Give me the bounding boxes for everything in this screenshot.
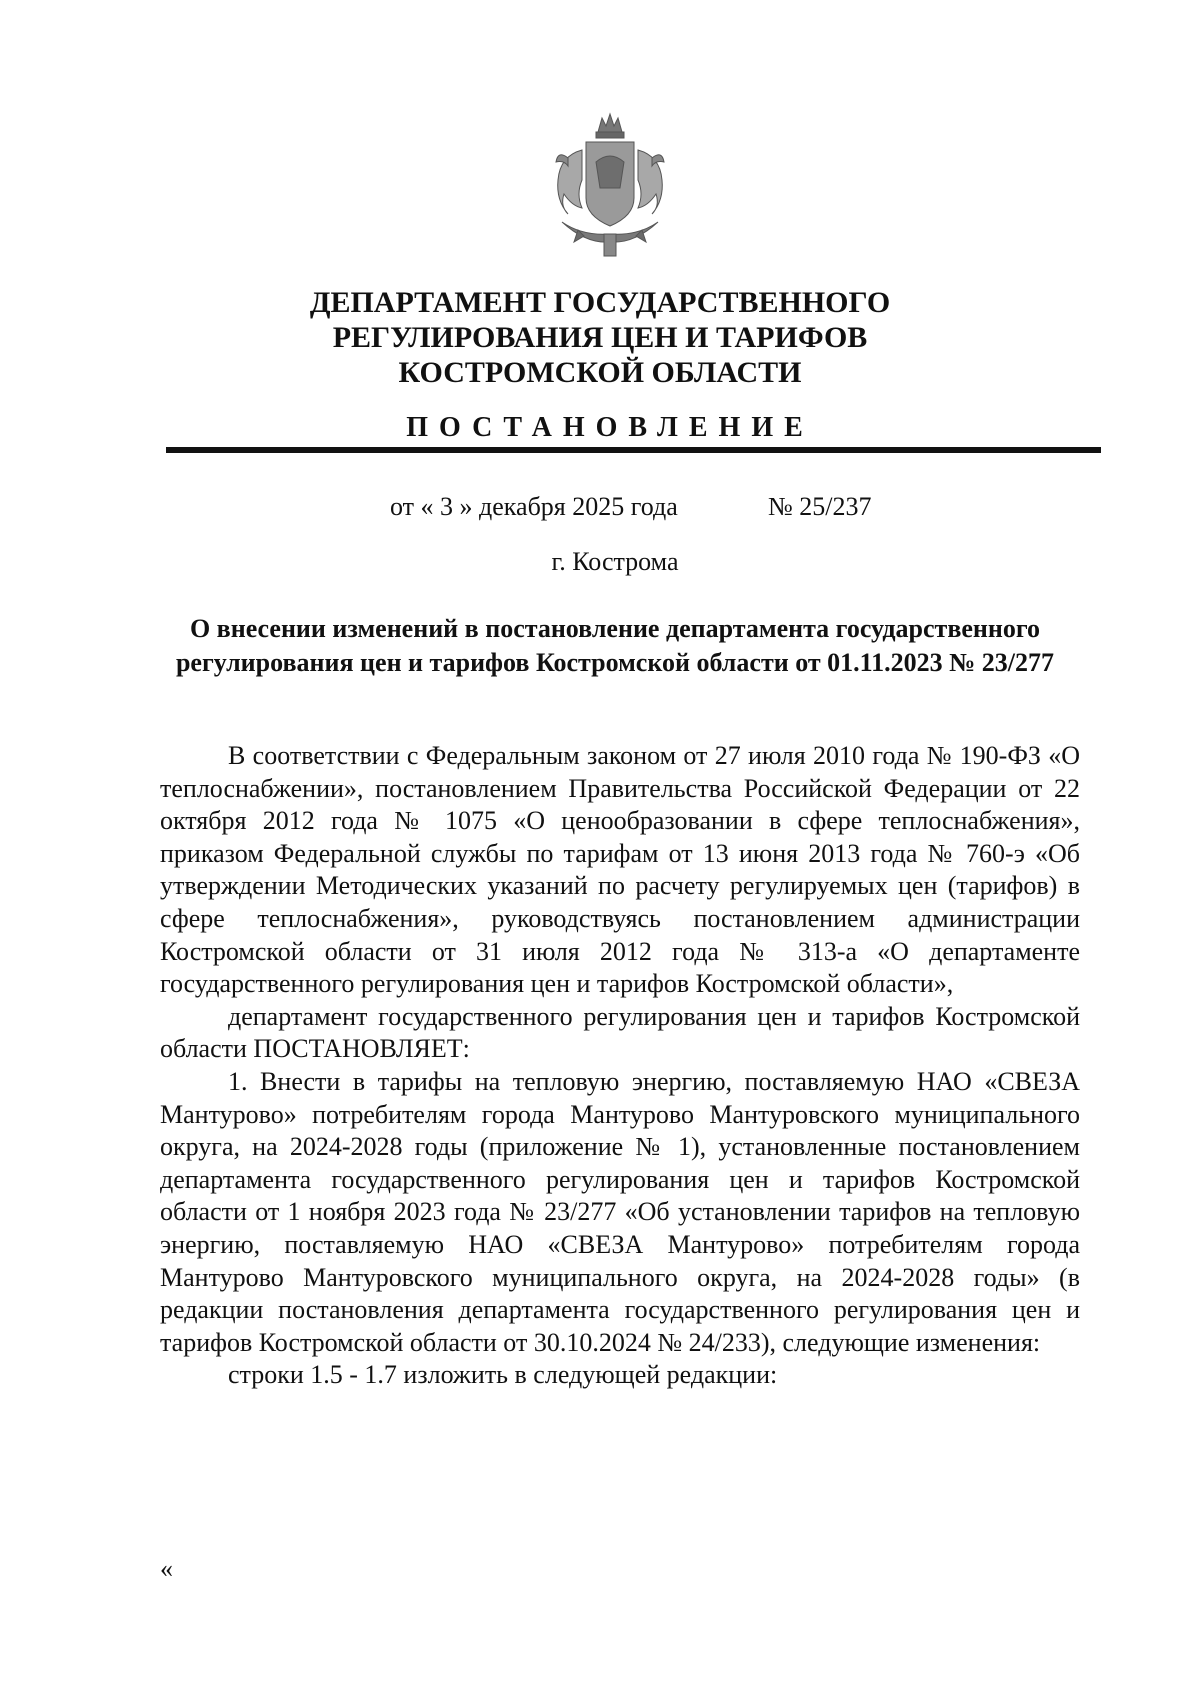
header-line-1: ДЕПАРТАМЕНТ ГОСУДАРСТВЕННОГО: [309, 286, 891, 319]
header-line-3: КОСТРОМСКОЙ ОБЛАСТИ: [398, 356, 802, 389]
opening-quote-mark: «: [160, 1554, 173, 1583]
document-type-title: ПОСТАНОВЛЕНИЕ: [406, 412, 814, 443]
department-header: [150, 285, 1050, 390]
document-city: г. Кострома: [551, 547, 679, 576]
body-paragraph-rows: строки 1.5 - 1.7 изложить в следующей редакции:: [228, 1360, 778, 1390]
body-paragraph-resolves: департамент государственного регулирования цен и тарифов Костромской области ПОСТАНОВЛЯЕТ:: [160, 1001, 1080, 1064]
document-number: № 25/237: [768, 492, 872, 521]
body-paragraph-preamble: В соответствии с Федеральным законом от 27 июля 2010 года № 190-ФЗ «О теплоснабжении», постановлением Правительства Российской Федерации от 22 октября 2012 года № 1075 «О ценообразовании в сфере теплоснабжения», приказом Федеральной службы по тарифам от 13 июня 2013 года № 760-э «Об утверждении Методических указаний по расчету регулируемых цен (тарифов) в сфере теплоснабжения», руководствуясь постановлением администрации Костромской области от 31 июля 2012 года № 313-а «О департаменте государственного регулирования цен и тарифов Костромской области»,: [160, 741, 1080, 999]
document-body: [160, 740, 1080, 1392]
subject-line-2: регулирования цен и тарифов Костромской области от 01.11.2023 № 23/277: [175, 648, 1055, 677]
coat-of-arms-emblem: [538, 110, 682, 262]
header-line-2: РЕГУЛИРОВАНИЯ ЦЕН И ТАРИФОВ: [332, 321, 868, 354]
document-subject: [150, 612, 1080, 680]
body-paragraph-item-1: 1. Внести в тарифы на тепловую энергию, поставляемую НАО «СВЕЗА Мантурово» потребителям города Мантурово Мантуровского муниципального округа, на 2024-2028 годы (приложение № 1), установленные постановлением департамента государственного регулирования цен и тарифов Костромской области от 1 ноября 2023 года № 23/277 «Об установлении тарифов на тепловую энергию, поставляемую НАО «СВЕЗА Мантурово» потребителям города Мантурово Мантуровского муниципального округа, на 2024-2028 годы» (в редакции постановления департамента государственного регулирования цен и тарифов Костромской области от 30.10.2024 № 24/233), следующие изменения:: [160, 1066, 1080, 1357]
document-date: от « 3 » декабря 2025 года: [390, 492, 678, 521]
header-divider: [166, 447, 1101, 453]
subject-line-1: О внесении изменений в постановление департамента государственного: [189, 614, 1041, 643]
